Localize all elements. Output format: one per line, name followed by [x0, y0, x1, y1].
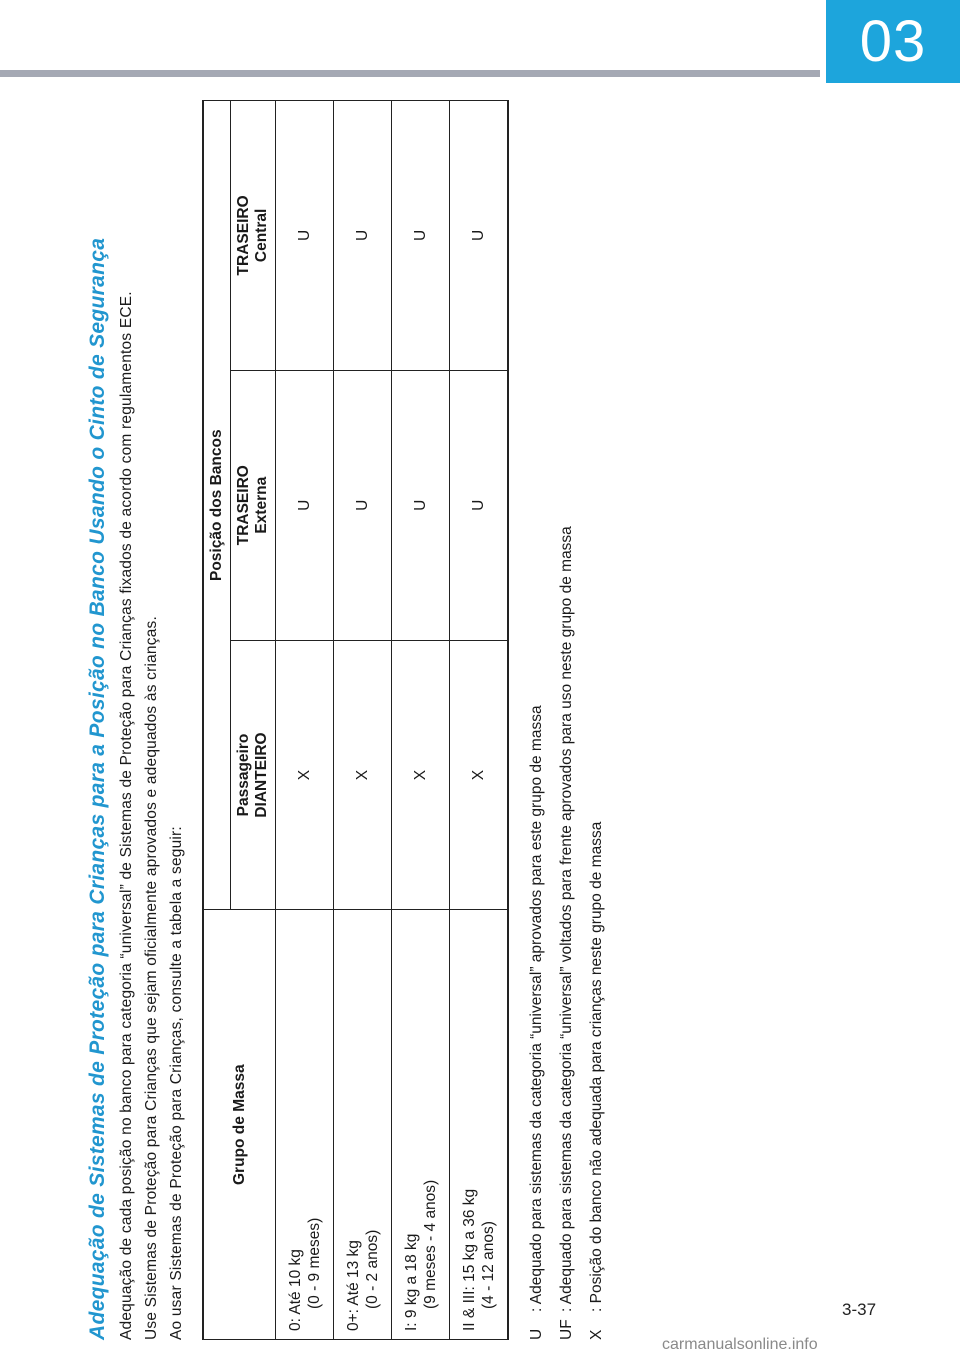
- suitability-value: U: [334, 370, 392, 640]
- age-range-label: (4 - 12 anos): [479, 1221, 497, 1309]
- mass-group-label: 0: Até 10 kg: [286, 1249, 304, 1331]
- usage-paragraph: Use Sistemas de Proteção para Crianças que sejam oficialmente aprovados e adequados às crianças.: [143, 616, 160, 1340]
- suitability-value: X: [276, 640, 334, 910]
- seat-position-header: Posição dos Bancos: [203, 101, 231, 910]
- column-header-rear-center: [231, 101, 276, 371]
- suitability-value: U: [392, 370, 450, 640]
- suitability-value: X: [334, 640, 392, 910]
- column-header-line: Central: [253, 208, 270, 263]
- suitability-value: X: [450, 640, 509, 910]
- legend-code: X: [588, 1329, 605, 1340]
- chapter-tab: [826, 0, 960, 83]
- suitability-value: U: [276, 370, 334, 640]
- suitability-value: U: [392, 101, 450, 371]
- column-header-line: TRASEIRO: [235, 465, 252, 546]
- legend-text: : Posição do banco não adequada para crianças neste grupo de massa: [588, 821, 605, 1312]
- age-range-label: (0 - 9 meses): [305, 1217, 323, 1309]
- rotated-content: [85, 100, 645, 1340]
- mass-group-header: Grupo de Massa: [203, 910, 276, 1340]
- table-reference-paragraph: Ao usar Sistemas de Proteção para Crianças, consulte a tabela a seguir:: [168, 826, 185, 1340]
- seat-suitability-table: [202, 100, 509, 1340]
- table-row: [334, 101, 392, 1340]
- mass-group-cell: [334, 910, 392, 1340]
- legend-code: UF: [558, 1319, 575, 1340]
- table-row: [392, 101, 450, 1340]
- suitability-value: U: [334, 101, 392, 371]
- column-header-line: Externa: [253, 476, 270, 534]
- legend-text: : Adequado para sistemas da categoria “universal” aprovados para este grupo de massa: [528, 705, 545, 1312]
- page-number: 3-37: [842, 1300, 877, 1319]
- suitability-value: U: [276, 101, 334, 371]
- legend-code: U: [528, 1328, 545, 1340]
- column-header-line: TRASEIRO: [235, 195, 252, 276]
- suitability-value: X: [392, 640, 450, 910]
- table-row: [276, 101, 334, 1340]
- legend-text: : Adequado para sistemas da categoria “universal” voltados para frente aprovados para uso neste grupo de massa: [558, 526, 575, 1312]
- header-rule: [0, 70, 820, 77]
- intro-paragraph: Adequação de cada posição no banco para categoria “universal” de Sistemas de Proteção para Crianças fixados de acordo com regulamentos ECE.: [118, 291, 135, 1340]
- age-range-label: (0 - 2 anos): [363, 1229, 381, 1309]
- legend: [527, 100, 606, 1340]
- table-row: [450, 101, 509, 1340]
- mass-group-label: I: 9 kg a 18 kg: [402, 1233, 420, 1331]
- mass-group-label: 0+: Até 13 kg: [344, 1240, 362, 1331]
- mass-group-cell: [450, 910, 509, 1340]
- suitability-value: U: [450, 101, 509, 371]
- mass-group-label: II & III: 15 kg a 36 kg: [460, 1188, 478, 1331]
- column-header-line: Passageiro: [235, 733, 252, 817]
- section-title: Adequação de Sistemas de Proteção para Crianças para a Posição no Banco Usando o Cinto de Segurança: [86, 237, 109, 1340]
- legend-item: [587, 100, 606, 1340]
- mass-group-cell: [392, 910, 450, 1340]
- column-header-rear-outboard: [231, 370, 276, 640]
- mass-group-cell: [276, 910, 334, 1340]
- chapter-number: 03: [859, 9, 927, 74]
- legend-item: [557, 100, 576, 1340]
- watermark: carmanualsonline.info: [662, 1336, 818, 1353]
- legend-item: [527, 100, 546, 1340]
- column-header-front-passenger: [231, 640, 276, 910]
- column-header-line: DIANTEIRO: [253, 732, 270, 818]
- age-range-label: (9 meses - 4 anos): [421, 1179, 439, 1309]
- suitability-value: U: [450, 370, 509, 640]
